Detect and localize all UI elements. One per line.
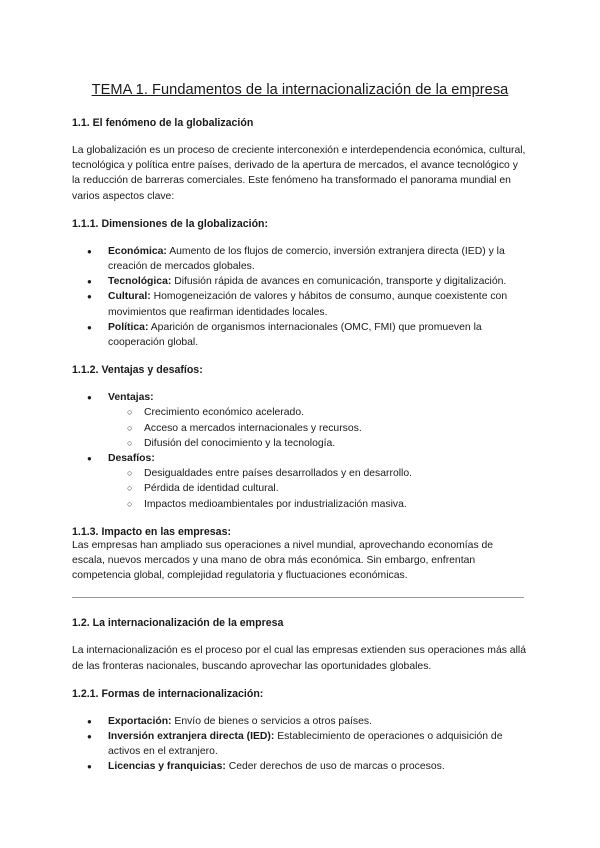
horizontal-divider — [72, 597, 524, 598]
list-item — [72, 320, 528, 350]
sublist-item: ○ Desigualdades entre países desarrollados y en desarrollo. — [108, 466, 528, 481]
item-label: Cultural: — [108, 291, 151, 303]
advantages-challenges-list — [72, 390, 528, 512]
item-text: Difusión rápida de avances en comunicación, transporte y digitalización. — [171, 276, 507, 288]
dimensions-list — [72, 244, 528, 350]
section-heading-1-2: 1.2. La internacionalización de la empresa — [72, 617, 284, 630]
item-text: Ceder derechos de uso de marcas o procesos. — [225, 761, 445, 773]
sublist-item: ○ Crecimiento económico acelerado. — [108, 405, 528, 420]
sublist-item: ○ Pérdida de identidad cultural. — [108, 481, 528, 496]
list-item — [72, 244, 528, 274]
sublist-item: ○ Difusión del conocimiento y la tecnología. — [108, 436, 528, 451]
document-page — [72, 82, 528, 789]
item-text: Establecimiento de operaciones o adquisición de activos en el extranjero. — [108, 731, 503, 758]
section-heading-1-1: 1.1. El fenómeno de la globalización — [72, 117, 254, 129]
list-item — [72, 729, 528, 759]
subsection-heading-1-1-3: 1.1.3. Impacto en las empresas: — [72, 525, 231, 538]
subsection-heading-1-2-1: 1.2.1. Formas de internacionalización: — [72, 687, 264, 700]
sublist-item: ○ Impactos medioambientales por industrialización masiva. — [108, 497, 528, 512]
subsection-heading-1-1-2: 1.1.2. Ventajas y desafíos: — [72, 364, 203, 377]
item-label: Tecnológica: — [108, 276, 172, 288]
section-1-2-intro: La internacionalización es el proceso por el cual las empresas extienden sus operaciones más allá de las fronteras nacionales, buscando aprovechar las oportunidades globales. — [72, 645, 526, 672]
list-item — [72, 714, 528, 729]
list-item — [72, 274, 528, 289]
ventajas-sublist — [108, 405, 528, 451]
list-item — [72, 289, 528, 319]
item-label: Política: — [108, 321, 149, 333]
forms-list — [72, 714, 528, 775]
ventajas-label: Ventajas: — [108, 392, 154, 404]
item-label: Exportación: — [108, 715, 172, 727]
document-title: TEMA 1. Fundamentos de la internacionalización de la empresa — [91, 82, 509, 98]
sublist-item: ○ Acceso a mercados internacionales y recursos. — [108, 421, 528, 436]
list-item — [72, 390, 528, 451]
desafios-label: Desafíos: — [108, 453, 155, 465]
item-label: Económica: — [108, 245, 167, 257]
section-1-1-intro: La globalización es un proceso de creciente interconexión e interdependencia económica, cultural, tecnológica y política entre países, derivado de la apertura de mercados, el avance tecnológico y la reducción de barreras comerciales. Este fenómeno ha transformado el panorama mundial en varios aspectos clave: — [72, 145, 526, 202]
item-label: Inversión extranjera directa (IED): — [108, 731, 275, 743]
list-item — [72, 451, 528, 512]
item-text: Envío de bienes o servicios a otros países. — [171, 715, 372, 727]
desafios-sublist — [108, 466, 528, 512]
item-text: Homogeneización de valores y hábitos de consumo, aunque coexistente con movimientos que reafirman identidades locales. — [108, 291, 508, 318]
list-item — [72, 759, 528, 774]
section-1-1-3-text: Las empresas han ampliado sus operaciones a nivel mundial, aprovechando economías de escala, nuevos mercados y una mano de obra más económica. Sin embargo, enfrentan competencia global, complejidad regulatoria y fluctuaciones económicas. — [72, 539, 494, 582]
subsection-heading-1-1-1: 1.1.1. Dimensiones de la globalización: — [72, 217, 269, 230]
item-label: Licencias y franquicias: — [108, 761, 226, 773]
item-text: Aumento de los flujos de comercio, inversión extranjera directa (IED) y la creación de mercados globales. — [108, 245, 505, 273]
item-text: Aparición de organismos internacionales (OMC, FMI) que promueven la cooperación global. — [108, 321, 482, 349]
